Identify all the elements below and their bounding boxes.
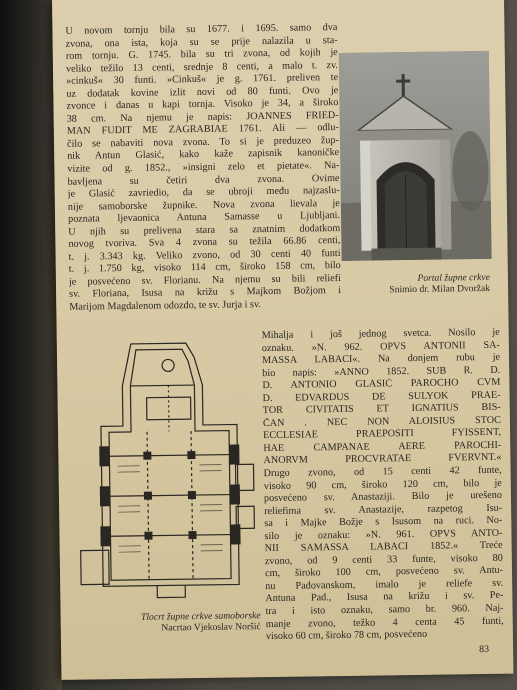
text-line: čilo se nabaviti nova zvona. To si je preduzeo žup-	[66, 134, 340, 150]
text-line: zvona, ona ista, koja su se prije nalazila u sta-	[65, 34, 338, 50]
text-line: nu Padovanskom, imalo je reliefe sv.	[265, 577, 504, 593]
text-line: je posvećeno sv. Florianu. Na njemu su bili reliefi	[68, 272, 341, 288]
text-line: NII SAMASSA LABACI 1852.« Treće	[264, 540, 503, 555]
text-line: t. j. 3.343 kg. Veliko zvono, od 30 centi 40 funti	[68, 247, 341, 263]
text-line: Drugo zvono, od 15 centi 42 funte,	[263, 464, 502, 480]
text-line: D. ANTONIO GLASIĆ PAROCHO CVM	[262, 376, 501, 392]
plan-caption-title: Tlocrt župne crkve samoborske	[140, 610, 261, 623]
portal-caption-credit: Snimio dr. Milan Dvoržak	[389, 282, 491, 296]
text-line: ČAN . NEC NON ALOISIUS STOC	[262, 414, 501, 429]
text-line: MAN FUDIT ME ZAGRABIAE 1761. Ali — odlu-	[66, 122, 339, 138]
right-text-block	[262, 327, 504, 644]
top-text-block	[65, 22, 341, 314]
text-line: nije samoborske župnike. Nova zvona lievala je	[67, 197, 340, 213]
text-line: manje zvono, težko 4 centa 45 funti,	[265, 615, 504, 630]
text-line: ANORVM PROCVRATAE FVERVNT.«	[263, 452, 502, 467]
plan-caption-credit: Nacrtao Vjekoslav Noršić	[161, 621, 261, 634]
text-line: oznaku. »N. 962. OPVS ANTONII SA-	[261, 339, 500, 354]
floor-plan-drawing	[76, 334, 260, 604]
text-line: bavljena su četiri dva zvona. Ovime	[67, 172, 340, 188]
portal-caption-title: Portal župne crkve	[417, 271, 490, 284]
text-line: rom tornju. G. 1745. bila su tri zvona, od kojih je	[65, 47, 338, 62]
text-line: Mihalja i još jednog svetca. Nosilo je	[261, 326, 500, 342]
text-line: »cinkuš« 30 funti. »Cinkuš« je g. 1761. preliven te	[66, 72, 339, 87]
church-portal-image	[339, 51, 492, 261]
text-line: MASSA LABACI«. Na donjem rubu je	[261, 351, 501, 367]
text-line: veliko težilo 13 centi, srednje 8 centi, a malo t. zv.	[65, 59, 339, 75]
text-line: U njih su prelivena stara sa znatnim dodatkom	[68, 222, 341, 238]
text-line: uz dodatak kovine izlit novi od 80 funti. Ovo je	[66, 84, 339, 100]
text-line: zvono, od 9 centi 33 funte, visoko 80	[264, 552, 503, 567]
text-line: je Glasić zavriedio, da se ubroji među najzaslu-	[67, 185, 340, 200]
text-line: visoko 60 cm, široko 78 cm, posvećeno	[265, 628, 428, 643]
text-line: reliefima sv. Anastazije, razpetog Isu-	[264, 502, 503, 517]
text-line: posvećeno sv. Anastaziji. Bilo je urešeno	[263, 489, 503, 505]
church-portal-photo	[339, 51, 492, 261]
text-line: bio napis: »ANNO 1852. SUB R. D.	[262, 364, 501, 379]
text-line: zvonce i danas u kapi tornja. Visoko je 34, a široko	[66, 97, 339, 113]
text-line: 38 cm. Na njemu je napis: JOANNES FRIED-	[66, 109, 339, 125]
text-line: TOR CIVITATIS ET IGNATIUS BIS-	[262, 402, 501, 417]
text-line: U novom tornju bila su 1677. i 1695. samo dva	[65, 22, 338, 37]
page-number: 83	[479, 643, 490, 656]
text-line: t. j. 1.750 kg, visoko 114 cm, široko 158 cm, bilo	[68, 260, 341, 276]
church-floor-plan	[76, 334, 260, 604]
text-line: vizite od g. 1852., »insigni zelo et pietate«. Na-	[67, 160, 340, 175]
text-line: D. EDVARDUS DE SULYOK PRAE-	[262, 389, 501, 404]
book-page	[52, 0, 513, 680]
text-line: sv. Floriana, Isusa na križu s Majkom Božjom i	[69, 285, 342, 301]
text-line: silo je oznaku: »N. 961. OPVS ANTO-	[264, 527, 503, 542]
text-line: visoko 90 cm, široko 120 cm, bilo je	[263, 477, 502, 492]
text-line: Marijom Magdalenom odozdo, te sv. Jurja i sv.	[69, 299, 262, 313]
text-line: poznata ljevaonica Antuna Samasse u Ljubljani.	[67, 210, 341, 225]
text-line: sa i Majke Božje s Isusom na ruci. No-	[264, 514, 503, 530]
text-line: tra i isto oznaku, samo br. 960. Naj-	[265, 602, 504, 618]
text-line: Antuna Pad., Isusa na križu i sv. Pe-	[265, 590, 504, 605]
text-line: cm, široko 100 cm, posvećeno sv. Antu-	[264, 565, 504, 580]
text-line: ECCLESIAE PRAEPOSITI FYISSENT,	[263, 427, 502, 442]
text-line: HAE CAMPANAE AERE PAROCHI-	[263, 439, 502, 455]
floor-plan-caption	[71, 610, 265, 690]
portal-caption	[340, 272, 490, 296]
text-line: nik Antun Glasić, kako kaže zapisnik kanoničke	[67, 147, 340, 163]
text-line: novog tvoriva. Sva 4 zvona su težila 66.86 centi,	[68, 235, 341, 251]
